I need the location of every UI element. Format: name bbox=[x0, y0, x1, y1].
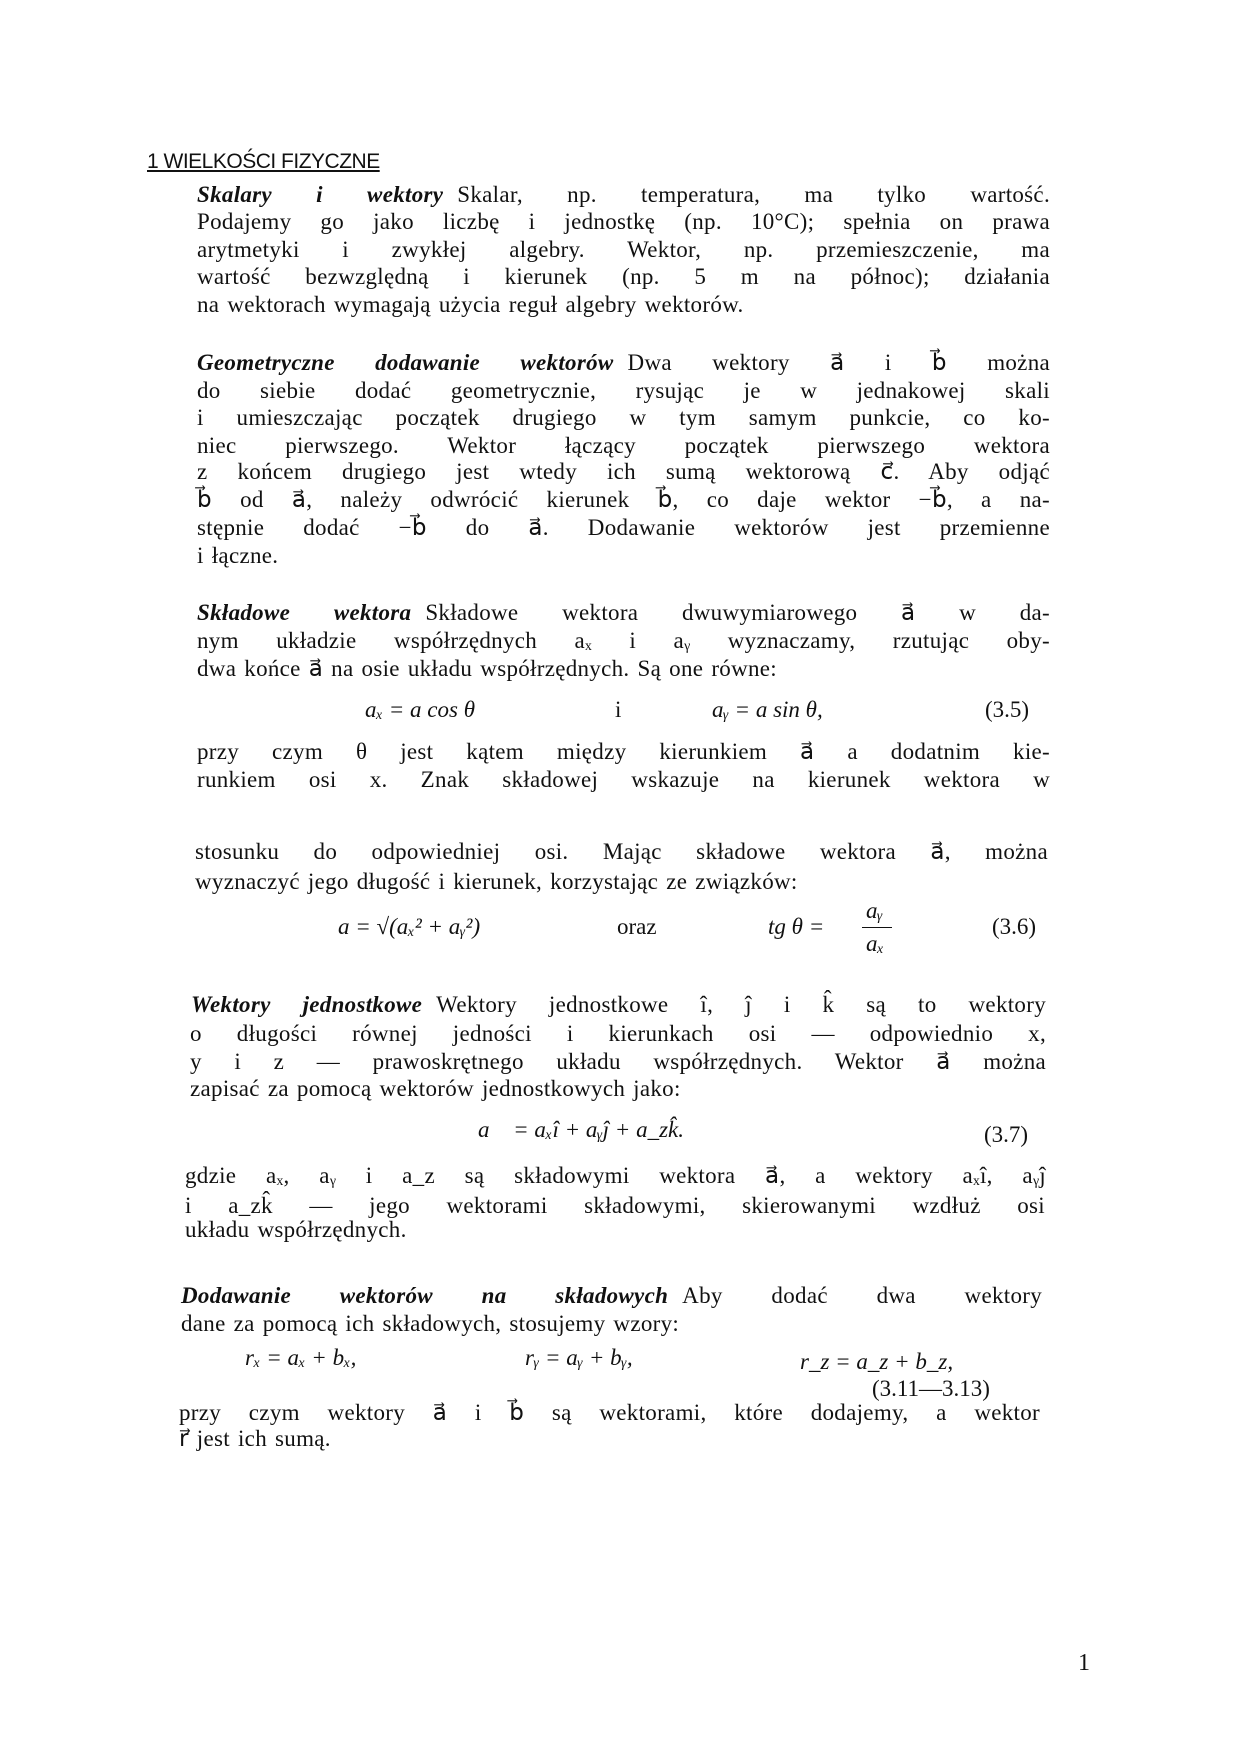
text-line bbox=[190, 1075, 1046, 1103]
section-heading: Geometryczne dodawanie wektorów bbox=[197, 350, 614, 375]
text-line bbox=[197, 766, 1050, 794]
text-line bbox=[197, 208, 1050, 236]
text-line bbox=[179, 1399, 1040, 1427]
equation-3-6-numerator: aᵧ bbox=[866, 898, 883, 923]
equation-number-3-5: (3.5) bbox=[985, 697, 1030, 722]
text-line bbox=[197, 599, 1050, 627]
text-line bbox=[197, 542, 1050, 570]
equation-3-6-lhs: tg θ = bbox=[768, 914, 825, 939]
text-line bbox=[197, 458, 1050, 486]
line-text: z końcem drugiego jest wtedy ich sumą wektorową c⃗. Aby odjąć bbox=[197, 459, 1050, 484]
line-text: runkiem osi x. Znak składowej wskazuje na kierunek wektora w bbox=[197, 767, 1050, 792]
line-text: do siebie dodać geometrycznie, rysując je w jednakowej skali bbox=[197, 378, 1050, 403]
equation-3-5-conjunction: i bbox=[615, 697, 622, 722]
equation-3-6-conjunction: oraz bbox=[617, 914, 657, 939]
equation-3-6-left: a = √(aₓ² + aᵧ²) bbox=[338, 914, 481, 939]
line-text: Składowe wektora dwuwymiarowego a⃗ w da- bbox=[425, 600, 1050, 625]
line-text: Wektory jednostkowe î, ĵ i k̂ są to wektory bbox=[436, 992, 1046, 1017]
line-text: zapisać za pomocą wektorów jednostkowych jako: bbox=[190, 1076, 681, 1101]
text-line bbox=[197, 738, 1050, 766]
line-text: dane za pomocą ich składowych, stosujemy wzory: bbox=[181, 1311, 680, 1336]
text-line bbox=[195, 838, 1048, 866]
line-text: Dwa wektory a⃗ i b⃗ można bbox=[627, 350, 1051, 375]
line-text: Aby dodać dwa wektory bbox=[682, 1283, 1042, 1308]
line-text: r⃗ jest ich sumą. bbox=[179, 1426, 331, 1451]
text-line bbox=[195, 868, 1030, 896]
text-line bbox=[179, 1425, 1040, 1453]
text-line bbox=[197, 236, 1050, 264]
line-text: na wektorach wymagają użycia reguł algebry wektorów. bbox=[197, 292, 744, 317]
equation-number-3-11-3-13: (3.11—3.13) bbox=[872, 1376, 990, 1401]
page-number: 1 bbox=[1078, 1650, 1090, 1676]
line-text: stosunku do odpowiedniej osi. Mając składowe wektora a⃗, można bbox=[195, 839, 1048, 864]
text-line bbox=[197, 655, 1050, 683]
line-text: gdzie aₓ, aᵧ i a_z są składowymi wektora a⃗, a wektory aₓî, aᵧĵ bbox=[185, 1163, 1046, 1188]
line-text: Podajemy go jako liczbę i jednostkę (np. 10°C); spełnia on prawa bbox=[197, 209, 1050, 234]
line-text: stępnie dodać −b⃗ do a⃗. Dodawanie wektorów jest przemienne bbox=[197, 515, 1050, 540]
line-text: układu współrzędnych. bbox=[185, 1217, 407, 1242]
text-line bbox=[197, 349, 1050, 377]
text-line bbox=[197, 291, 1050, 319]
section-heading: Skalary i wektory bbox=[197, 182, 444, 207]
text-line bbox=[191, 991, 1046, 1019]
equation-3-5-right: aᵧ = a sin θ, bbox=[712, 697, 823, 722]
fraction-bar bbox=[862, 927, 892, 928]
text-line bbox=[190, 1020, 1046, 1048]
text-line bbox=[197, 404, 1050, 432]
line-text: wyznaczyć jego długość i kierunek, korzystając ze związków: bbox=[195, 869, 798, 894]
section-heading: Dodawanie wektorów na składowych bbox=[181, 1283, 669, 1308]
chapter-title: 1 WIELKOŚCI FIZYCZNE bbox=[147, 150, 380, 173]
section-heading: Wektory jednostkowe bbox=[191, 992, 423, 1017]
equation-3-12: rᵧ = aᵧ + bᵧ, bbox=[525, 1345, 633, 1370]
text-line bbox=[190, 1048, 1046, 1076]
line-text: arytmetyki i zwykłej algebry. Wektor, np. przemieszczenie, ma bbox=[197, 237, 1050, 262]
line-text: nym układzie współrzędnych aₓ i aᵧ wyznaczamy, rzutując oby- bbox=[197, 628, 1050, 653]
text-line bbox=[181, 1282, 1042, 1310]
equation-number-3-6: (3.6) bbox=[992, 914, 1037, 939]
line-text: i umieszczając początek drugiego w tym samym punkcie, co ko- bbox=[197, 405, 1050, 430]
equation-3-6-denominator: aₓ bbox=[866, 931, 885, 956]
text-line bbox=[197, 514, 1050, 542]
line-text: i łączne. bbox=[197, 543, 279, 568]
line-text: niec pierwszego. Wektor łączący początek pierwszego wektora bbox=[197, 433, 1050, 458]
text-line bbox=[197, 486, 1050, 514]
line-text: przy czym θ jest kątem między kierunkiem a⃗ a dodatnim kie- bbox=[197, 739, 1050, 764]
text-line bbox=[185, 1216, 1045, 1244]
text-line bbox=[197, 377, 1050, 405]
text-line bbox=[197, 181, 1050, 209]
line-text: b⃗ od a⃗, należy odwrócić kierunek b⃗, co daje wektor −b⃗, a na- bbox=[197, 487, 1050, 512]
text-line bbox=[181, 1310, 1042, 1338]
line-text: Skalar, np. temperatura, ma tylko wartość. bbox=[457, 182, 1050, 207]
line-text: o długości równej jedności i kierunkach osi — odpowiednio x, bbox=[190, 1021, 1046, 1046]
equation-number-3-7: (3.7) bbox=[984, 1122, 1029, 1147]
equation-3-5-left: aₓ = a cos θ bbox=[365, 697, 476, 722]
text-line bbox=[197, 432, 1050, 460]
equation-3-11: rₓ = aₓ + bₓ, bbox=[245, 1345, 357, 1370]
line-text: dwa końce a⃗ na osie układu współrzędnych. Są one równe: bbox=[197, 656, 777, 681]
section-heading: Składowe wektora bbox=[197, 600, 412, 625]
equation-3-7: a⃗ = aₓî + aᵧĵ + a_zk̂. bbox=[478, 1117, 684, 1142]
equation-3-13: r_z = a_z + b_z, bbox=[800, 1349, 954, 1374]
line-text: y i z — prawoskrętnego układu współrzędnych. Wektor a⃗ można bbox=[190, 1049, 1046, 1074]
text-line bbox=[185, 1162, 1046, 1190]
line-text: wartość bezwzględną i kierunek (np. 5 m na północ); działania bbox=[197, 264, 1050, 289]
line-text: przy czym wektory a⃗ i b⃗ są wektorami, które dodajemy, a wektor bbox=[179, 1400, 1040, 1425]
line-text: i a_zk̂ — jego wektorami składowymi, skierowanymi wzdłuż osi bbox=[185, 1193, 1045, 1218]
text-line bbox=[197, 627, 1050, 655]
text-line bbox=[197, 263, 1050, 291]
